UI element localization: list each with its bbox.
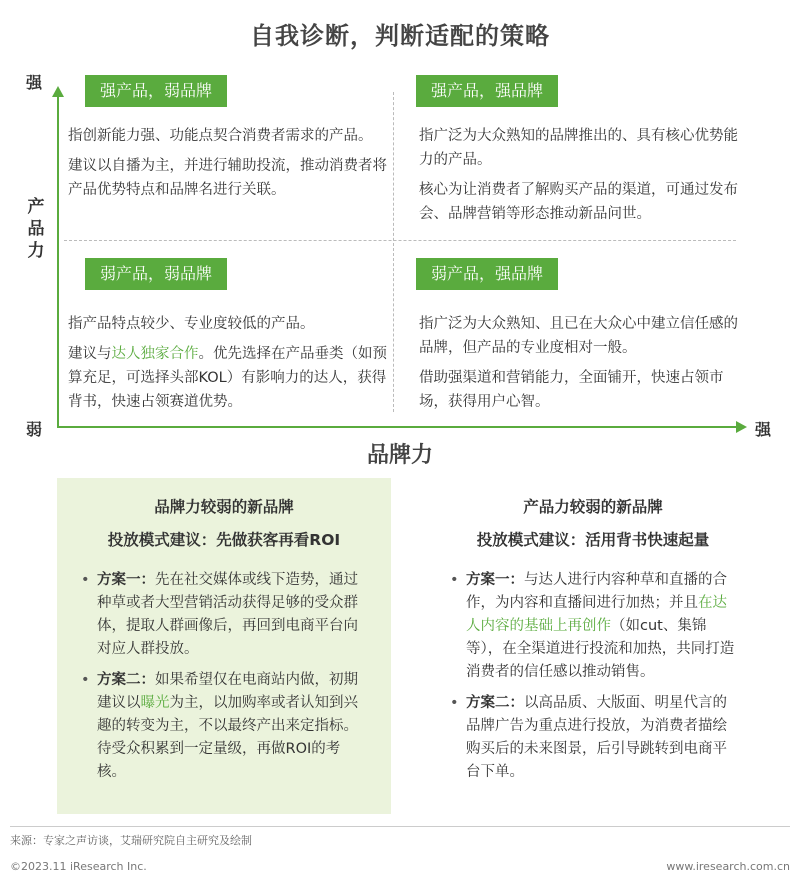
highlight-text: 达人独家合作 [111,346,199,362]
quadrant-tag-weak-product-strong-brand: 弱产品，强品牌 [416,258,558,290]
x-axis [57,426,737,428]
quadrant-top-left-text [68,124,388,208]
plan-item: • 方案一：先在社交媒体或线下造势，通过种草或者大型营销活动获得足够的受众群体，提取人群画像后，再回到电商平台向对应人群投放。 [79,569,369,661]
footer-divider [10,826,790,827]
footer-url: www.iresearch.com.cn [666,860,790,873]
plan-list [448,569,738,784]
quadrant-bottom-right-text [419,312,739,420]
weak-product-panel [426,478,760,814]
quadrant-description: 指产品特点较少、专业度较低的产品。 [68,316,315,332]
quadrant-bottom-left-text [68,312,388,420]
y-axis-strong-label: 强 [26,73,43,92]
quadrant-suggestion: 借助强渠道和营销能力，全面铺开，快速占领市场，获得用户心智。 [419,370,724,410]
source-note: 来源：专家之声访谈，艾瑞研究院自主研究及绘制 [10,834,252,847]
panel-subtitle: 投放模式建议：活用背书快速起量 [476,531,710,549]
plan-list [79,569,369,784]
quadrant-description: 指广泛为大众熟知、且已在大众心中建立信任感的品牌，但产品的专业度相对一般。 [419,316,738,356]
quadrant-top-right-text [419,124,739,232]
copyright: ©2023.11 iResearch Inc. [10,860,147,873]
quadrant-horizontal-divider [64,240,736,241]
plan-item: • 方案一：与达人进行内容种草和直播的合作，为内容和直播间进行加热；并且在达人内容的基础上再创作（如cut、集锦等），在全渠道进行投流和加热，共同打造消费者的信任感以推动销售。 [448,569,738,684]
quadrant-tag-weak-product-weak-brand: 弱产品，弱品牌 [85,258,227,290]
highlight-text: 在达人内容的基础上再创作 [466,595,727,634]
plan-item: • 方案二：如果希望仅在电商站内做，初期建议以曝光为主，以加购率或者认知到兴趣的转变为主，不以最终产出来定指标。待受众积累到一定量级，再做ROI的考核。 [79,669,369,784]
panel-title: 品牌力较弱的新品牌 [154,498,294,516]
highlight-text: 曝光 [140,695,170,711]
panel-title: 产品力较弱的新品牌 [523,498,663,516]
weak-brand-panel [57,478,391,814]
quadrant-suggestion: 建议与达人独家合作。优先选择在产品垂类（如预算充足，可选择头部KOL）有影响力的达人，获得背书，快速占领赛道优势。 [68,346,387,410]
quadrant-tag-strong-product-weak-brand: 强产品，弱品牌 [85,75,227,107]
quadrant-description: 指广泛为大众熟知的品牌推出的、具有核心优势能力的产品。 [419,128,738,168]
quadrant-tag-strong-product-strong-brand: 强产品，强品牌 [416,75,558,107]
quadrant-vertical-divider [393,92,394,412]
origin-weak-label: 弱 [26,420,43,439]
y-axis-label: 产品力 [27,197,45,261]
quadrant-suggestion: 核心为让消费者了解购买产品的渠道，可通过发布会、品牌营销等形态推动新品问世。 [419,182,738,222]
x-axis-strong-label: 强 [755,420,772,439]
panel-subtitle: 投放模式建议：先做获客再看ROI [107,531,341,549]
x-axis-arrow-icon [736,421,747,433]
quadrant-description: 指创新能力强、功能点契合消费者需求的产品。 [68,128,373,144]
x-axis-label: 品牌力 [366,443,433,468]
page-title: 自我诊断，判断适配的策略 [250,22,550,50]
y-axis [57,96,59,428]
plan-item: • 方案二：以高品质、大版面、明星代言的品牌广告为重点进行投放，为消费者描绘购买后的未来图景，后引导跳转到电商平台下单。 [448,692,738,784]
quadrant-suggestion: 建议以自播为主，并进行辅助投流，推动消费者将产品优势特点和品牌名进行关联。 [68,158,387,198]
